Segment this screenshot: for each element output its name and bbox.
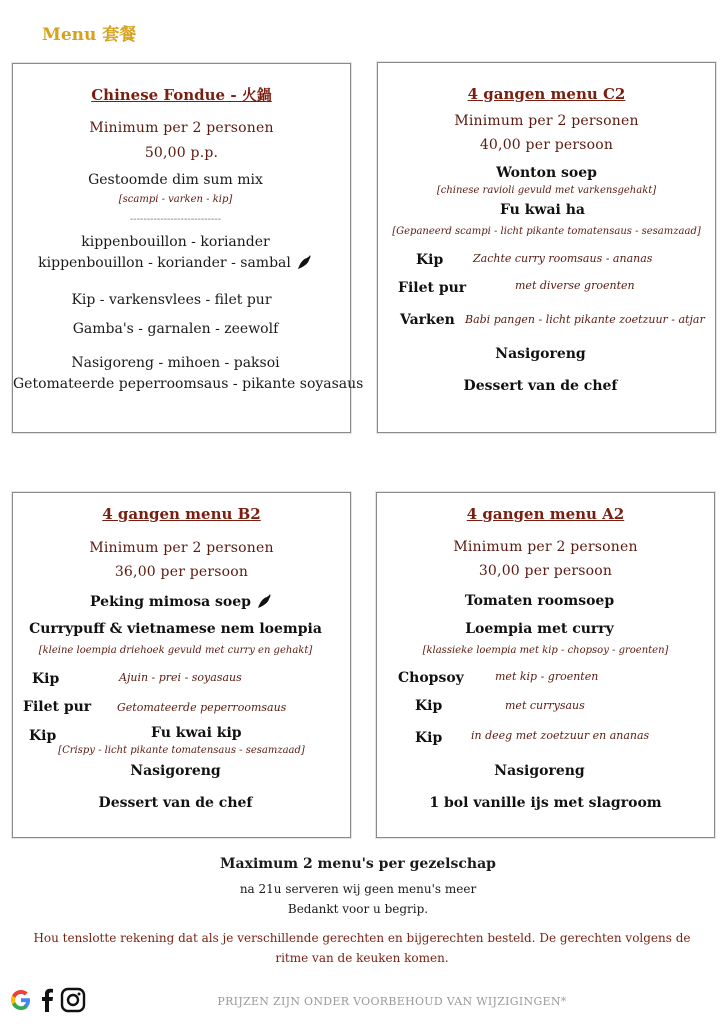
a2-title: 4 gangen menu A2	[466, 505, 625, 523]
a2-soup: Tomaten roomsoep	[464, 593, 615, 609]
c2-soup: Wonton soep	[496, 165, 597, 181]
a2-starter-note: [klassieke loempia met kip - chopsoy - groenten]	[422, 645, 669, 656]
footer-note-1: Hou tenslotte rekening dat als je verschillende gerechten en bijgerechten besteld. De gerechten volgens de	[33, 931, 691, 945]
footer-max-menus: Maximum 2 menu's per gezelschap	[220, 856, 496, 872]
facebook-icon[interactable]	[40, 987, 54, 1013]
disclaimer: PRIJZEN ZIJN ONDER VOORBEHOUD VAN WIJZIGINGEN*	[217, 995, 567, 1008]
b2-soup: Peking mimosa soep	[90, 594, 251, 610]
b2-main-3-dish: Fu kwai kip	[151, 725, 242, 741]
fondue-minimum: Minimum per 2 personen	[89, 120, 274, 136]
chili-icon	[257, 593, 273, 609]
b2-main-3-note: [Crispy - licht pikante tomatensaus - sesamzaad]	[58, 745, 305, 756]
b2-side: Nasigoreng	[130, 763, 221, 779]
a2-main-3-label: Kip	[415, 730, 443, 746]
a2-main-1-label: Chopsoy	[398, 670, 464, 686]
footer-thanks: Bedankt voor u begrip.	[287, 902, 429, 916]
b2-minimum: Minimum per 2 personen	[89, 540, 274, 556]
fondue-sauces: Getomateerde peperroomsaus - pikante soyasaus	[13, 376, 364, 392]
b2-dessert: Dessert van de chef	[98, 795, 253, 811]
c2-main-3-desc: Babi pangen - licht pikante zoetzuur - atjar	[465, 313, 705, 326]
c2-title: 4 gangen menu C2	[467, 85, 626, 103]
b2-starter-note: [kleine loempia driehoek gevuld met curry en gehakt]	[38, 645, 313, 656]
fondue-dimsum-note: [scampi - varken - kip]	[118, 194, 233, 205]
c2-minimum: Minimum per 2 personen	[454, 113, 639, 129]
page-title: Menu 套餐	[42, 25, 137, 45]
fondue-broth-1: kippenbouillon - koriander	[81, 234, 270, 250]
c2-price: 40,00 per persoon	[479, 137, 614, 153]
c2-starter: Fu kwai ha	[499, 202, 585, 218]
c2-starter-note: [Gepaneerd scampi - licht pikante tomatensaus - sesamzaad]	[392, 226, 701, 237]
chili-icon	[297, 254, 313, 270]
c2-main-2-desc: met diverse groenten	[515, 279, 635, 292]
fondue-menu-card	[12, 63, 364, 433]
b2-menu-card	[12, 492, 351, 838]
a2-main-2-desc: met currysaus	[505, 699, 585, 712]
a2-main-1-desc: met kip - groenten	[495, 670, 599, 683]
b2-main-1-label: Kip	[32, 671, 60, 687]
a2-minimum: Minimum per 2 personen	[453, 539, 638, 555]
fondue-broth-2	[1, 254, 350, 271]
fondue-broth-2-text: kippenbouillon - koriander - sambal	[38, 255, 291, 271]
footer-note-2: ritme van de keuken komen.	[275, 951, 449, 965]
fondue-dimsum: Gestoomde dim sum mix	[88, 172, 263, 188]
a2-starter: Loempia met curry	[465, 621, 614, 637]
c2-dessert: Dessert van de chef	[463, 378, 618, 394]
b2-main-1-desc: Ajuin - prei - soyasaus	[119, 671, 242, 684]
b2-main-2-desc: Getomateerde peperroomsaus	[117, 701, 287, 714]
b2-soup-line	[13, 593, 350, 610]
google-icon[interactable]	[8, 987, 34, 1013]
a2-main-2-label: Kip	[415, 698, 443, 714]
c2-main-1-label: Kip	[416, 252, 444, 268]
fondue-sides: Nasigoreng - mihoen - paksoi	[71, 355, 280, 371]
b2-main-2-label: Filet pur	[23, 699, 92, 715]
fondue-price: 50,00 p.p.	[144, 145, 219, 161]
instagram-icon[interactable]	[60, 987, 86, 1013]
b2-starter: Currypuff & vietnamese nem loempia	[29, 621, 322, 637]
b2-title: 4 gangen menu B2	[102, 505, 261, 523]
a2-side: Nasigoreng	[494, 763, 585, 779]
fondue-title: Chinese Fondue - 火鍋	[91, 86, 272, 104]
c2-main-3-label: Varken	[400, 312, 455, 328]
c2-side: Nasigoreng	[495, 346, 586, 362]
a2-dessert: 1 bol vanille ijs met slagroom	[429, 795, 662, 811]
c2-main-1-desc: Zachte curry roomsaus - ananas	[473, 252, 653, 265]
a2-main-3-desc: in deeg met zoetzuur en ananas	[471, 729, 650, 742]
fondue-divider: ---------------------------	[129, 214, 222, 225]
footer-after-21: na 21u serveren wij geen menu's meer	[239, 882, 477, 896]
a2-menu-card	[376, 492, 715, 838]
social-icons	[8, 987, 86, 1013]
c2-menu-card	[377, 62, 716, 433]
b2-main-3-label: Kip	[29, 728, 57, 744]
b2-price: 36,00 per persoon	[114, 564, 249, 580]
a2-price: 30,00 per persoon	[478, 563, 613, 579]
fondue-seafood: Gamba's - garnalen - zeewolf	[72, 321, 279, 337]
fondue-meat: Kip - varkensvlees - filet pur	[71, 292, 272, 308]
c2-main-2-label: Filet pur	[398, 280, 467, 296]
c2-soup-note: [chinese ravioli gevuld met varkensgehakt]	[436, 185, 657, 196]
